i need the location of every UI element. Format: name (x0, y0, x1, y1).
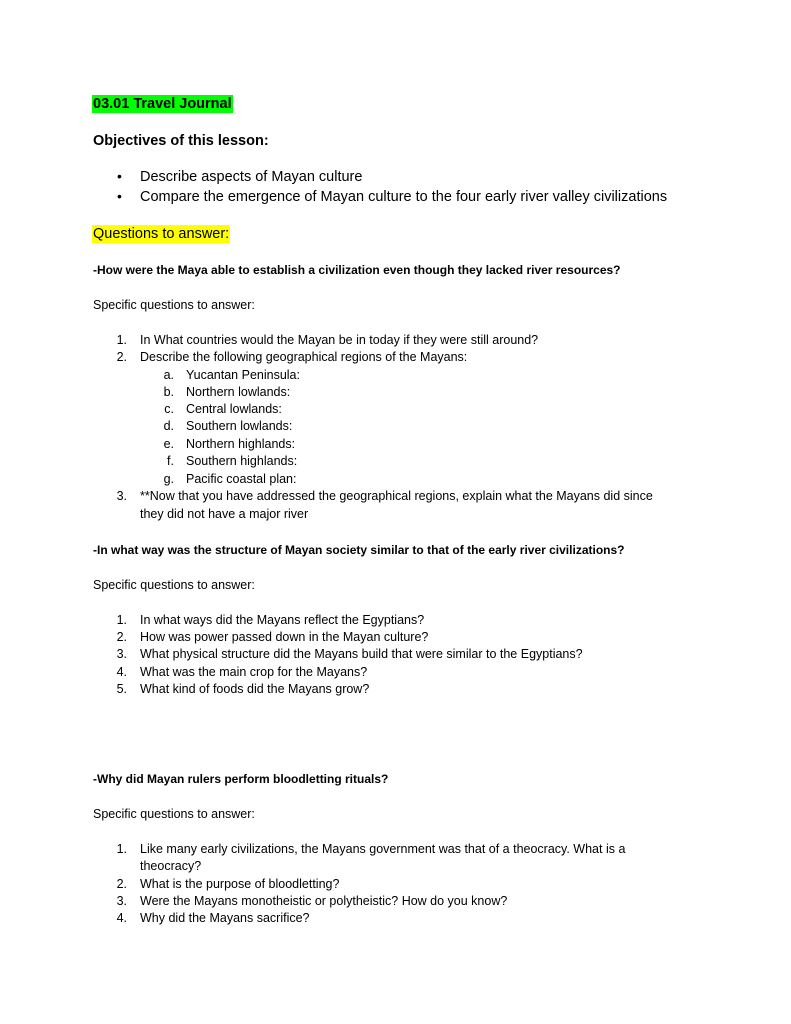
list-item: What kind of foods did the Mayans grow? (140, 682, 370, 696)
list-item: In what ways did the Mayans reflect the Egyptians? (140, 613, 425, 627)
list-item-continuation: they did not have a major river (140, 507, 309, 521)
list-item: What is the purpose of bloodletting? (140, 877, 340, 891)
list-number: 4. (116, 665, 127, 679)
page-title: 03.01 Travel Journal (93, 96, 232, 112)
list-number: 3. (116, 489, 127, 503)
list-number: 1. (116, 333, 127, 347)
objective-item: Compare the emergence of Mayan culture to the four early river valley civilizations (140, 189, 668, 205)
list-item-continuation: theocracy? (140, 859, 202, 873)
list-number: 2. (116, 350, 127, 364)
sublist-letter: e. (163, 437, 174, 451)
list-item: What was the main crop for the Mayans? (140, 665, 368, 679)
list-item: Were the Mayans monotheistic or polytheistic? How do you know? (140, 894, 508, 908)
list-number: 3. (116, 647, 127, 661)
list-item: **Now that you have addressed the geographical regions, explain what the Mayans did since (140, 489, 653, 503)
sublist-letter: f. (167, 454, 174, 468)
list-number: 4. (116, 911, 127, 925)
sublist-item: Yucantan Peninsula: (186, 368, 300, 382)
list-item: What physical structure did the Mayans build that were similar to the Egyptians? (140, 647, 583, 661)
sublist-letter: g. (163, 472, 174, 486)
list-number: 5. (116, 682, 127, 696)
questions-heading: Questions to answer: (93, 226, 230, 242)
list-number: 2. (116, 877, 127, 891)
bullet-icon: • (117, 168, 122, 184)
sublist-item: Pacific coastal plan: (186, 472, 297, 486)
list-item: In What countries would the Mayan be in today if they were still around? (140, 333, 539, 347)
sublist-letter: c. (164, 402, 174, 416)
section-question: -Why did Mayan rulers perform bloodletting rituals? (93, 772, 389, 786)
list-item: Like many early civilizations, the Mayans government was that of a theocracy. What is a (140, 842, 626, 856)
sublist-letter: b. (163, 385, 174, 399)
list-item: How was power passed down in the Mayan culture? (140, 630, 429, 644)
sublist-letter: d. (163, 419, 174, 433)
list-item: Why did the Mayans sacrifice? (140, 911, 310, 925)
objectives-heading: Objectives of this lesson: (93, 133, 269, 149)
sublist-letter: a. (163, 368, 174, 382)
specific-questions-label: Specific questions to answer: (93, 578, 255, 592)
sublist-item: Southern highlands: (186, 454, 298, 468)
specific-questions-label: Specific questions to answer: (93, 298, 255, 312)
objective-item: Describe aspects of Mayan culture (140, 169, 363, 185)
section-question: -In what way was the structure of Mayan society similar to that of the early river civilizations? (93, 543, 625, 557)
sublist-item: Northern lowlands: (186, 385, 291, 399)
list-number: 2. (116, 630, 127, 644)
list-number: 3. (116, 894, 127, 908)
sublist-item: Northern highlands: (186, 437, 296, 451)
sublist-item: Southern lowlands: (186, 419, 293, 433)
list-number: 1. (116, 842, 127, 856)
bullet-icon: • (117, 188, 122, 204)
section-question: -How were the Maya able to establish a civilization even though they lacked river resources? (93, 263, 621, 277)
specific-questions-label: Specific questions to answer: (93, 807, 255, 821)
sublist-item: Central lowlands: (186, 402, 282, 416)
list-number: 1. (116, 613, 127, 627)
list-item: Describe the following geographical regions of the Mayans: (140, 350, 468, 364)
